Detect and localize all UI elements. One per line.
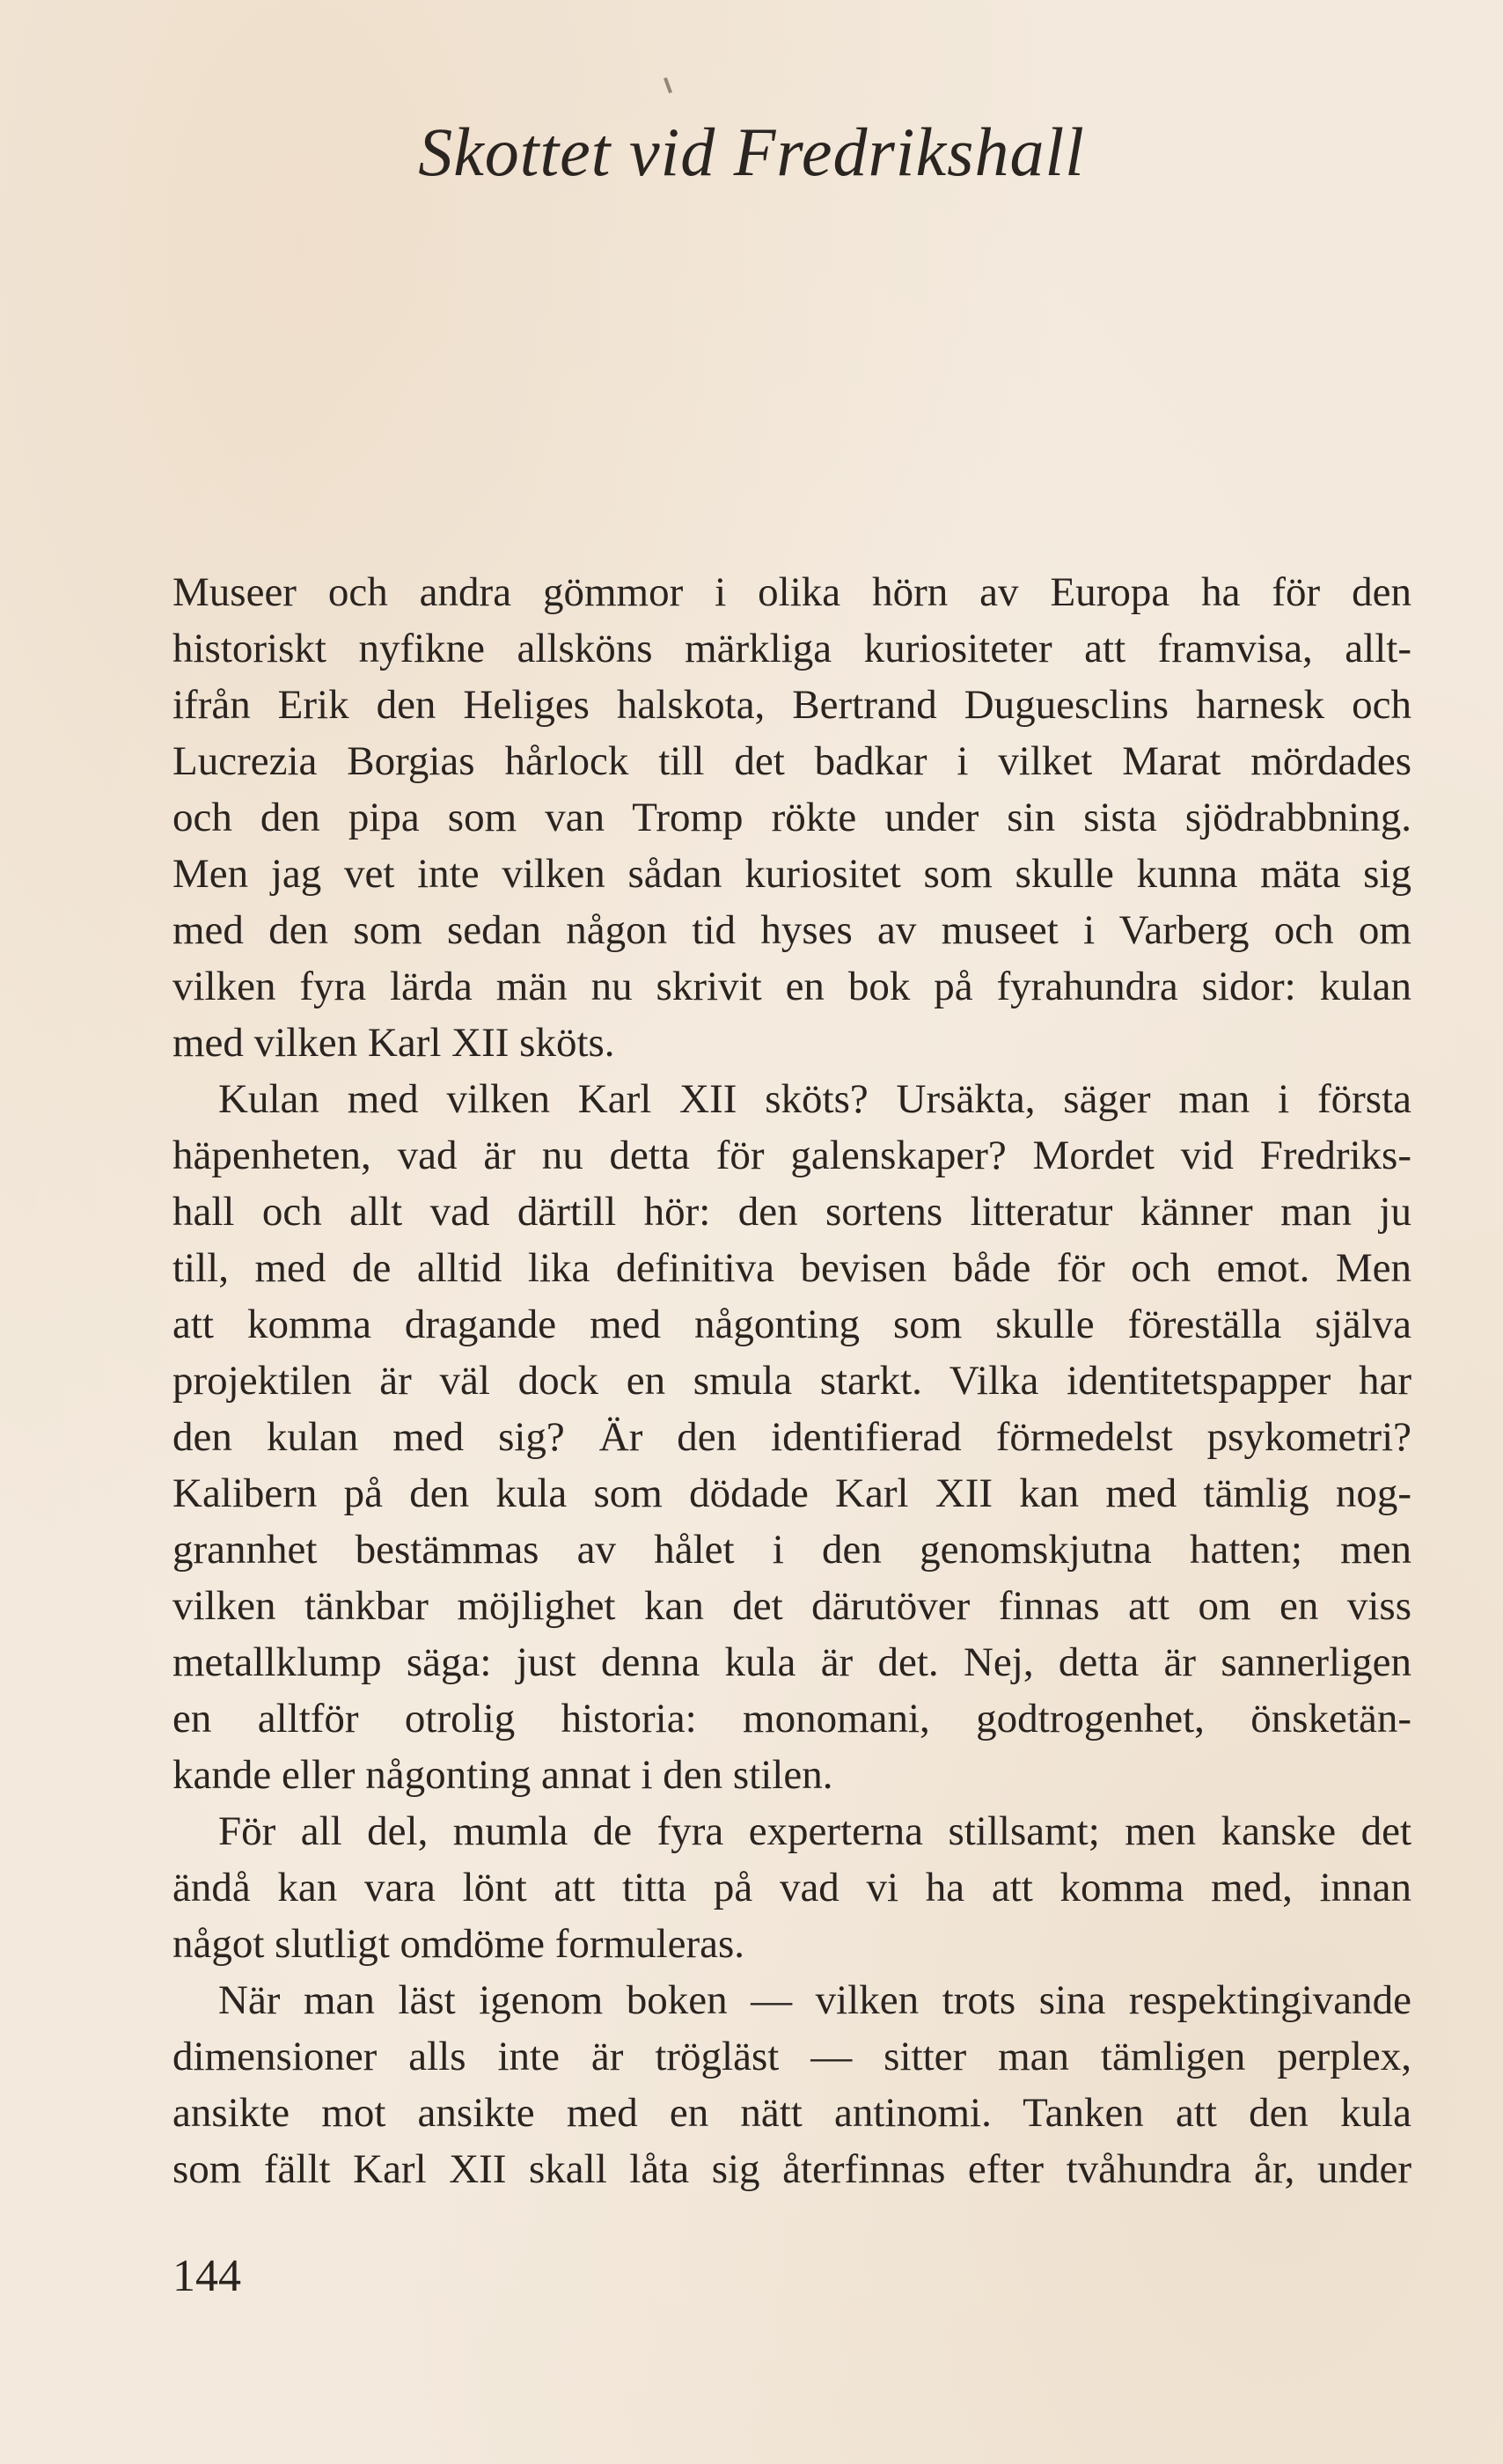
text-line: historiskt nyfikne allsköns märkliga kuriositeter att framvisa, allt-: [172, 626, 1411, 671]
text-line: och den pipa som van Tromp rökte under sin sista sjödrabbning.: [172, 795, 1411, 840]
text-line: att komma dragande med någonting som skulle föreställa själva: [172, 1302, 1411, 1347]
text-line: ifrån Erik den Heliges halskota, Bertrand Duguesclins harnesk och: [172, 682, 1411, 728]
text-line: metallklump säga: just denna kula är det. Nej, detta är sannerligen: [172, 1639, 1411, 1685]
text-line: ansikte mot ansikte med en nätt antinomi. Tanken att den kula: [172, 2090, 1411, 2136]
text-line: som fällt Karl XII skall låta sig återfinnas efter tvåhundra år, under: [172, 2146, 1411, 2192]
body-text: [172, 564, 1411, 2197]
text-line: med vilken Karl XII sköts.: [172, 1020, 615, 1066]
text-line: häpenheten, vad är nu detta för galenskaper? Mordet vid Fredriks-: [172, 1133, 1411, 1178]
text-line: Museer och andra gömmor i olika hörn av Europa ha för den: [172, 569, 1411, 615]
text-line: vilken tänkbar möjlighet kan det därutöver finnas att om en viss: [172, 1583, 1411, 1629]
text-line: en alltför otrolig historia: monomani, godtrogenhet, önsketän-: [172, 1696, 1411, 1742]
text-line: kande eller någonting annat i den stilen.: [172, 1752, 833, 1798]
text-line: projektilen är väl dock en smula starkt. Vilka identitetspapper har: [172, 1358, 1411, 1404]
text-line: med den som sedan någon tid hyses av museet i Varberg och om: [172, 907, 1411, 953]
text-line: För all del, mumla de fyra experterna stillsamt; men kanske det: [218, 1808, 1411, 1854]
text-line: grannhet bestämmas av hålet i den genomskjutna hatten; men: [172, 1527, 1411, 1573]
text-line: Kalibern på den kula som dödade Karl XII kan med tämlig nog-: [172, 1470, 1411, 1516]
text-line: Lucrezia Borgias hårlock till det badkar i vilket Marat mördades: [172, 738, 1411, 784]
text-line: dimensioner alls inte är trögläst — sitter man tämligen perplex,: [172, 2034, 1411, 2079]
text-line: vilken fyra lärda män nu skrivit en bok på fyrahundra sidor: kulan: [172, 964, 1411, 1009]
page-number: 144: [172, 2251, 241, 2301]
text-line: ändå kan vara lönt att titta på vad vi ha att komma med, innan: [172, 1865, 1411, 1910]
text-line: Men jag vet inte vilken sådan kuriositet som skulle kunna mäta sig: [172, 851, 1411, 897]
chapter-title: Skottet vid Fredrikshall: [418, 114, 1085, 190]
text-line: den kulan med sig? Är den identifierad förmedelst psykometri?: [172, 1414, 1411, 1460]
text-line: något slutligt omdöme formuleras.: [172, 1921, 745, 1967]
ink-mark: [664, 77, 672, 93]
text-line: till, med de alltid lika definitiva bevisen både för och emot. Men: [172, 1245, 1411, 1291]
text-line: Kulan med vilken Karl XII sköts? Ursäkta, säger man i första: [218, 1076, 1411, 1122]
text-line: När man läst igenom boken — vilken trots sina respektingivande: [218, 1977, 1411, 2023]
text-line: hall och allt vad därtill hör: den sortens litteratur känner man ju: [172, 1189, 1411, 1235]
